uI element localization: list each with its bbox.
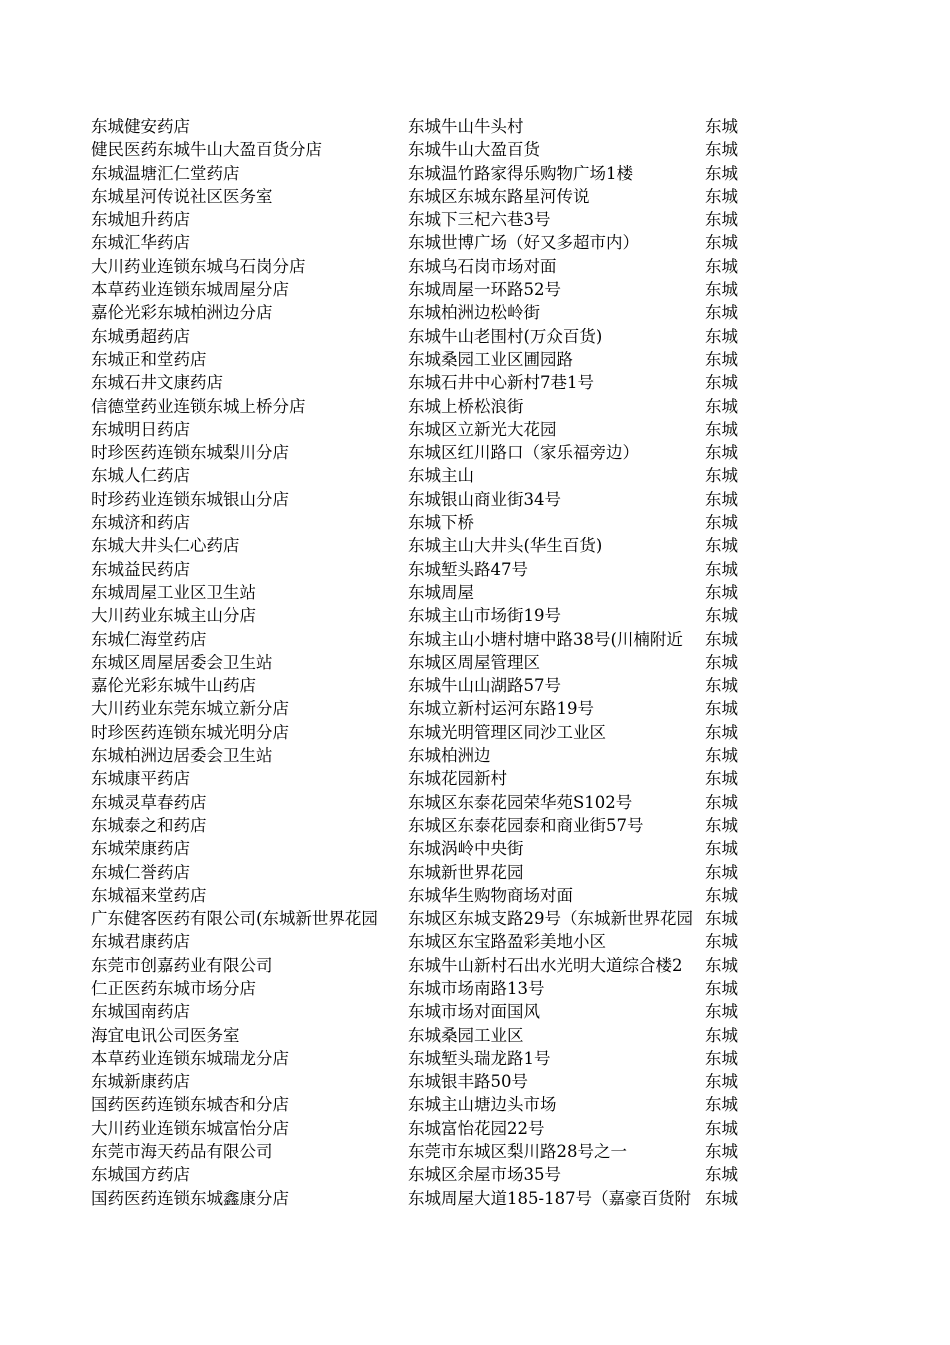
district-cell: 东城 (705, 210, 738, 230)
district-cell: 东城 (705, 536, 738, 556)
district-cell: 东城 (705, 1072, 738, 1092)
table-row (91, 325, 751, 348)
table-row (91, 371, 751, 394)
address-cell: 东城市场对面国风 (408, 1002, 540, 1022)
pharmacy-name-cell: 东城勇超药店 (91, 326, 190, 346)
district-cell: 东城 (705, 606, 738, 626)
address-cell: 东城柏洲边 (408, 746, 491, 766)
table-row (91, 301, 751, 324)
table-row (91, 721, 751, 744)
table-row (91, 954, 751, 977)
pharmacy-name-cell: 东城益民药店 (91, 559, 190, 579)
address-cell: 东城石井中心新村7巷1号 (408, 373, 594, 393)
district-cell: 东城 (705, 233, 738, 253)
address-cell: 东城牛山牛头村 (408, 117, 524, 136)
pharmacy-name-cell: 东城汇华药店 (91, 233, 190, 253)
pharmacy-name-cell: 东城荣康药店 (91, 839, 190, 859)
address-cell: 东城富怡花园22号 (408, 1118, 545, 1138)
address-cell: 东城乌石岗市场对面 (408, 256, 557, 276)
district-cell: 东城 (705, 1188, 738, 1208)
pharmacy-name-cell: 东莞市海天药品有限公司 (91, 1142, 273, 1162)
district-cell: 东城 (705, 559, 738, 579)
pharmacy-name-cell: 东城石井文康药店 (91, 373, 223, 393)
pharmacy-name-cell: 东城人仁药店 (91, 466, 190, 486)
district-cell: 东城 (705, 722, 738, 742)
pharmacy-name-cell: 大川药业连锁东城乌石岗分店 (91, 256, 306, 276)
address-cell: 东莞市东城区梨川路28号之一 (408, 1142, 627, 1162)
district-cell: 东城 (705, 256, 738, 276)
district-cell: 东城 (705, 932, 738, 952)
pharmacy-name-cell: 东城星河传说社区医务室 (91, 186, 273, 206)
district-cell: 东城 (705, 746, 738, 766)
table-row (91, 651, 751, 674)
pharmacy-name-cell: 东城温塘汇仁堂药店 (91, 163, 240, 183)
address-cell: 东城周屋大道185-187号（嘉豪百货附 (408, 1188, 692, 1208)
table-row (91, 138, 751, 161)
table-row (91, 115, 751, 138)
pharmacy-name-cell: 东城君康药店 (91, 932, 190, 952)
pharmacy-name-cell: 东城正和堂药店 (91, 349, 207, 369)
district-cell: 东城 (705, 699, 738, 719)
table-row (91, 674, 751, 697)
pharmacy-name-cell: 东城康平药店 (91, 769, 190, 789)
address-cell: 东城主山大井头(华生百货) (408, 536, 603, 556)
address-cell: 东城主山小塘村塘中路38号(川楠附近 (408, 629, 683, 649)
pharmacy-name-cell: 仁正医药东城市场分店 (91, 978, 256, 998)
district-cell: 东城 (705, 419, 738, 439)
district-cell: 东城 (705, 769, 738, 789)
address-cell: 东城周屋一环路52号 (408, 280, 561, 300)
table-row (91, 464, 751, 487)
table-row (91, 814, 751, 837)
district-cell: 东城 (705, 815, 738, 835)
table-row (91, 1187, 751, 1210)
table-row (91, 581, 751, 604)
pharmacy-name-cell: 东城健安药店 (91, 117, 190, 136)
district-cell: 东城 (705, 839, 738, 859)
district-cell: 东城 (705, 1118, 738, 1138)
table-row (91, 511, 751, 534)
table-row (91, 604, 751, 627)
table-row (91, 837, 751, 860)
table-row (91, 884, 751, 907)
table-row (91, 488, 751, 511)
address-cell: 东城花园新村 (408, 769, 507, 789)
pharmacy-name-cell: 本草药业连锁东城周屋分店 (91, 280, 289, 300)
pharmacy-name-cell: 东城旭升药店 (91, 210, 190, 230)
address-cell: 东城牛山大盈百货 (408, 140, 540, 160)
pharmacy-name-cell: 本草药业连锁东城瑞龙分店 (91, 1048, 289, 1068)
table-row (91, 558, 751, 581)
table-row (91, 628, 751, 651)
pharmacy-name-cell: 东城仁海堂药店 (91, 629, 207, 649)
district-cell: 东城 (705, 1048, 738, 1068)
pharmacy-name-cell: 大川药业连锁东城富怡分店 (91, 1118, 289, 1138)
table-row (91, 744, 751, 767)
pharmacy-name-cell: 东城泰之和药店 (91, 815, 207, 835)
address-cell: 东城世博广场（好又多超市内） (408, 233, 639, 253)
pharmacy-name-cell: 东城周屋工业区卫生站 (91, 582, 256, 602)
address-cell: 东城新世界花园 (408, 862, 524, 882)
address-cell: 东城区立新光大花园 (408, 419, 557, 439)
address-cell: 东城区红川路口（家乐福旁边） (408, 443, 639, 463)
address-cell: 东城区东宝路盈彩美地小区 (408, 932, 606, 952)
address-cell: 东城涡岭中央街 (408, 839, 524, 859)
pharmacy-name-cell: 东城新康药店 (91, 1072, 190, 1092)
address-cell: 东城牛山山湖路57号 (408, 676, 561, 696)
pharmacy-name-cell: 海宜电讯公司医务室 (91, 1025, 240, 1045)
pharmacy-name-cell: 东城仁誉药店 (91, 862, 190, 882)
address-cell: 东城主山 (408, 466, 474, 486)
table-row (91, 418, 751, 441)
table-row (91, 1093, 751, 1116)
district-cell: 东城 (705, 373, 738, 393)
pharmacy-name-cell: 国药医药连锁东城鑫康分店 (91, 1188, 289, 1208)
table-row (91, 697, 751, 720)
district-cell: 东城 (705, 443, 738, 463)
district-cell: 东城 (705, 1165, 738, 1185)
pharmacy-name-cell: 东城福来堂药店 (91, 885, 207, 905)
table-row (91, 977, 751, 1000)
table-row (91, 395, 751, 418)
pharmacy-name-cell: 大川药业东莞东城立新分店 (91, 699, 289, 719)
address-cell: 东城主山塘边头市场 (408, 1095, 557, 1115)
district-cell: 东城 (705, 1095, 738, 1115)
district-cell: 东城 (705, 117, 738, 136)
table-row (91, 208, 751, 231)
district-cell: 东城 (705, 303, 738, 323)
district-cell: 东城 (705, 862, 738, 882)
address-cell: 东城银山商业街34号 (408, 489, 561, 509)
table-row (91, 162, 751, 185)
table-row (91, 767, 751, 790)
address-cell: 东城温竹路家得乐购物广场1楼 (408, 163, 633, 183)
address-cell: 东城桑园工业区圃园路 (408, 349, 573, 369)
table-row (91, 231, 751, 254)
table-row (91, 441, 751, 464)
pharmacy-name-cell: 嘉伦光彩东城牛山药店 (91, 676, 256, 696)
address-cell: 东城区东泰花园荣华苑S102号 (408, 792, 633, 812)
pharmacy-name-cell: 健民医药东城牛山大盈百货分店 (91, 140, 322, 160)
district-cell: 东城 (705, 955, 738, 975)
district-cell: 东城 (705, 466, 738, 486)
pharmacy-name-cell: 东莞市创嘉药业有限公司 (91, 955, 273, 975)
address-cell: 东城区东泰花园泰和商业街57号 (408, 815, 644, 835)
address-cell: 东城区余屋市场35号 (408, 1165, 561, 1185)
pharmacy-name-cell: 时珍医药连锁东城光明分店 (91, 722, 289, 742)
pharmacy-name-cell: 时珍药业连锁东城银山分店 (91, 489, 289, 509)
district-cell: 东城 (705, 186, 738, 206)
table-row (91, 1163, 751, 1186)
district-cell: 东城 (705, 326, 738, 346)
pharmacy-name-cell: 东城灵草春药店 (91, 792, 207, 812)
address-cell: 东城主山市场街19号 (408, 606, 561, 626)
table-row (91, 185, 751, 208)
address-cell: 东城桑园工业区 (408, 1025, 524, 1045)
district-cell: 东城 (705, 582, 738, 602)
address-cell: 东城立新村运河东路19号 (408, 699, 594, 719)
address-cell: 东城光明管理区同沙工业区 (408, 722, 606, 742)
district-cell: 东城 (705, 349, 738, 369)
table-row (91, 907, 751, 930)
district-cell: 东城 (705, 513, 738, 533)
district-cell: 东城 (705, 1142, 738, 1162)
table-row (91, 1047, 751, 1070)
pharmacy-name-cell: 广东健客医药有限公司(东城新世界花园 (91, 909, 378, 929)
pharmacy-name-cell: 时珍医药连锁东城梨川分店 (91, 443, 289, 463)
district-cell: 东城 (705, 489, 738, 509)
table-row (91, 278, 751, 301)
table-row (91, 1024, 751, 1047)
address-cell: 东城市场南路13号 (408, 978, 545, 998)
table-row (91, 1140, 751, 1163)
pharmacy-name-cell: 东城济和药店 (91, 513, 190, 533)
table-row (91, 930, 751, 953)
address-cell: 东城华生购物商场对面 (408, 885, 573, 905)
district-cell: 东城 (705, 792, 738, 812)
table-row (91, 861, 751, 884)
district-cell: 东城 (705, 978, 738, 998)
table-row (91, 1070, 751, 1093)
address-cell: 东城银丰路50号 (408, 1072, 528, 1092)
address-cell: 东城区东城东路星河传说 (408, 186, 590, 206)
pharmacy-name-cell: 国药医药连锁东城杏和分店 (91, 1095, 289, 1115)
district-cell: 东城 (705, 676, 738, 696)
pharmacy-name-cell: 东城柏洲边居委会卫生站 (91, 746, 273, 766)
address-cell: 东城区周屋管理区 (408, 652, 540, 672)
district-cell: 东城 (705, 885, 738, 905)
address-cell: 东城堑头瑞龙路1号 (408, 1048, 551, 1068)
table-row (91, 1000, 751, 1023)
pharmacy-name-cell: 嘉伦光彩东城柏洲边分店 (91, 303, 273, 323)
district-cell: 东城 (705, 140, 738, 160)
district-cell: 东城 (705, 909, 738, 929)
address-cell: 东城柏洲边松岭街 (408, 303, 540, 323)
address-cell: 东城下桥 (408, 513, 474, 533)
district-cell: 东城 (705, 1025, 738, 1045)
address-cell: 东城牛山新村石出水光明大道综合楼2 (408, 955, 683, 975)
pharmacy-name-cell: 东城明日药店 (91, 419, 190, 439)
table-row (91, 534, 751, 557)
pharmacy-name-cell: 东城国方药店 (91, 1165, 190, 1185)
table-row (91, 1117, 751, 1140)
address-cell: 东城下三杞六巷3号 (408, 210, 551, 230)
district-cell: 东城 (705, 280, 738, 300)
pharmacy-name-cell: 东城国南药店 (91, 1002, 190, 1022)
table-row (91, 791, 751, 814)
address-cell: 东城牛山老围村(万众百货) (408, 326, 603, 346)
address-cell: 东城上桥松浪街 (408, 396, 524, 416)
pharmacy-name-cell: 大川药业东城主山分店 (91, 606, 256, 626)
table-row (91, 255, 751, 278)
district-cell: 东城 (705, 1002, 738, 1022)
pharmacy-name-cell: 东城区周屋居委会卫生站 (91, 652, 273, 672)
pharmacy-name-cell: 信德堂药业连锁东城上桥分店 (91, 396, 306, 416)
pharmacy-name-cell: 东城大井头仁心药店 (91, 536, 240, 556)
address-cell: 东城周屋 (408, 582, 474, 602)
district-cell: 东城 (705, 652, 738, 672)
pharmacy-table (91, 115, 751, 1210)
district-cell: 东城 (705, 396, 738, 416)
district-cell: 东城 (705, 629, 738, 649)
district-cell: 东城 (705, 163, 738, 183)
address-cell: 东城区东城支路29号（东城新世界花园 (408, 909, 693, 929)
address-cell: 东城堑头路47号 (408, 559, 528, 579)
table-row (91, 348, 751, 371)
